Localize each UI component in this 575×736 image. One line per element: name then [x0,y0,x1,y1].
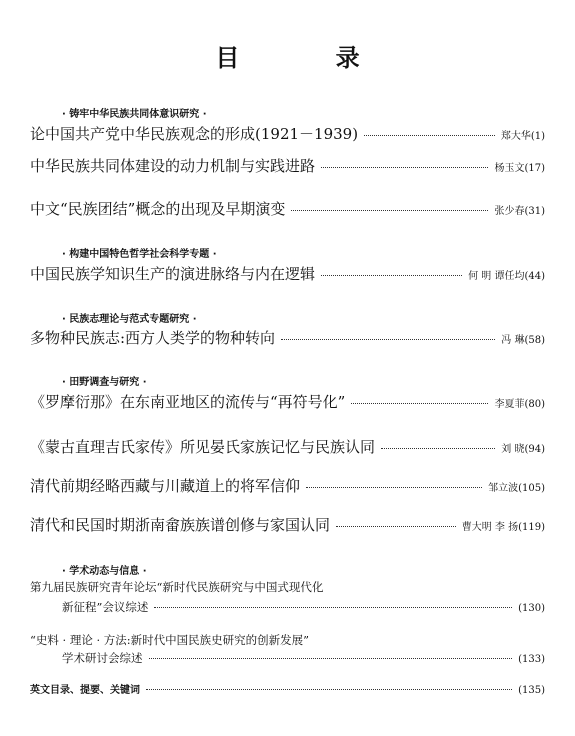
entry-author-page: 杨玉文(17) [494,163,545,174]
toc-entry[interactable] [30,123,545,144]
toc-entry[interactable] [30,681,545,696]
entry-title: 论中国共产党中华民族观念的形成(1921－1939) [30,125,359,143]
entry-author-page: 郑大华(1) [500,131,545,142]
section-heading: · 田野调查与研究 · [62,377,147,388]
toc-entry[interactable] [30,475,545,496]
entry-author-page: 李夏菲(80) [494,399,545,410]
entry-author-page: 曹大明 李 扬(119) [461,522,545,533]
toc-entry[interactable] [30,514,545,535]
toc-entry[interactable] [30,155,545,176]
leader-dots [291,210,488,211]
entry-title: 中华民族共同体建设的动力机制与实践进路 [30,157,316,175]
leader-dots [154,607,512,608]
entry-title-line2: 新征程”会议综述 [62,600,149,614]
entry-author-page: 张少春(31) [494,206,545,217]
toc-entry[interactable] [30,263,545,284]
leader-dots [336,526,456,527]
leader-dots [321,275,462,276]
toc-entry[interactable] [30,327,545,348]
entry-title: 中国民族学知识生产的演进脉络与内在逻辑 [30,265,316,283]
leader-dots [321,167,488,168]
entry-author-page: 何 明 谭任均(44) [468,271,545,282]
entry-author-page: 邹立波(105) [488,483,545,494]
entry-page: (130) [518,603,545,614]
toc-entry[interactable] [30,436,545,457]
entry-title: 《罗摩衍那》在东南亚地区的流传与“再符号化” [30,393,346,411]
leader-dots [306,487,482,488]
entry-title: 多物种民族志:西方人类学的物种转向 [30,329,276,347]
section-heading: · 学术动态与信息 · [62,566,147,577]
leader-dots [351,403,488,404]
page-title: 目 录 [215,44,404,72]
entry-title-line1[interactable]: 第九届民族研究青年论坛“新时代民族研究与中国式现代化 [30,580,324,594]
leader-dots [364,135,495,136]
leader-dots [381,448,495,449]
toc-entry[interactable] [30,198,545,219]
entry-title: 《蒙古直理吉氏家传》所见晏氏家族记忆与民族认同 [30,438,376,456]
entry-author-page: 刘 晓(94) [501,444,545,455]
leader-dots [281,339,495,340]
entry-page: (133) [518,654,545,665]
section-heading: · 铸牢中华民族共同体意识研究 · [62,109,207,120]
entry-title: 中文“民族团结”概念的出现及早期演变 [30,200,286,218]
entry-title: 清代前期经略西藏与川藏道上的将军信仰 [30,477,301,495]
leader-dots [146,689,512,690]
leader-dots [149,658,513,659]
entry-title-line2: 学术研讨会综述 [62,651,143,665]
toc-entry[interactable] [30,391,545,412]
entry-author-page: 冯 琳(58) [501,335,545,346]
section-heading: · 构建中国特色哲学社会科学专题 · [62,249,217,260]
toc-entry[interactable] [62,599,545,615]
toc-entry[interactable] [62,650,545,666]
entry-title-line1[interactable]: “史料 · 理论 · 方法:新时代中国民族史研究的创新发展” [30,633,310,647]
entry-page: (135) [518,685,545,696]
entry-title: 清代和民国时期浙南畲族族谱创修与家国认同 [30,516,331,534]
section-heading: · 民族志理论与范式专题研究 · [62,314,197,325]
entry-title: 英文目录、提要、关键词 [30,685,140,696]
